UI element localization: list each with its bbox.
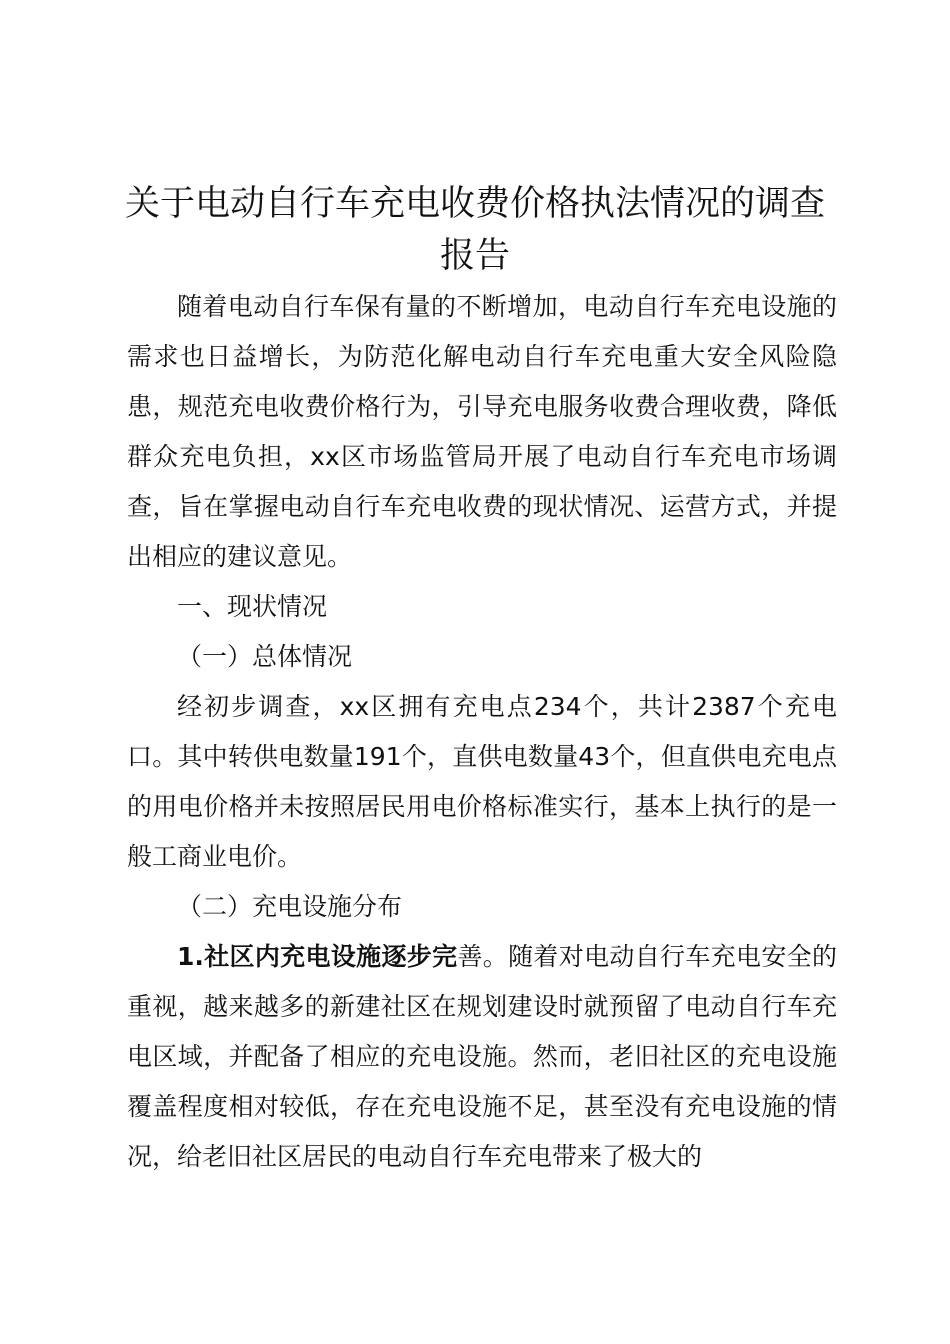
overall-paragraph: 经初步调查，xx区拥有充电点234个，共计2387个充电口。其中转供电数量191个，直供电数量43个，但直供电充电点的用电价格并未按照居民用电价格标准实行，基本上执行的是一般工商业电价。 (127, 692, 837, 871)
document-title: 关于电动自行车充电收费价格执法情况的调查报告 (124, 184, 825, 276)
distribution-text: 善。随着对电动自行车充电安全的重视，越来越多的新建社区在规划建设时就预留了电动自行车充电区域，并配备了相应的充电设施。然而，老旧社区的充电设施覆盖程度相对较低，存在充电设施不足，甚至没有充电设施的情况，给老旧社区居民的电动自行车充电带来了极大的 (127, 942, 837, 1171)
subsection-heading-overall: （一）总体情况 (177, 642, 353, 671)
distribution-lead: 1.社区内充电设施逐步完 (177, 942, 458, 971)
subsection-heading-distribution: （二）充电设施分布 (177, 892, 403, 921)
distribution-paragraph (127, 932, 837, 1182)
document-body (127, 282, 837, 1182)
section-heading-current-status: 一、现状情况 (177, 592, 328, 621)
intro-paragraph: 随着电动自行车保有量的不断增加，电动自行车充电设施的需求也日益增长，为防范化解电动自行车充电重大安全风险隐患，规范充电收费价格行为，引导充电服务收费合理收费，降低群众充电负担，xx区市场监管局开展了电动自行车充电市场调查，旨在掌握电动自行车充电收费的现状情况、运营方式，并提出相应的建议意见。 (127, 292, 837, 571)
